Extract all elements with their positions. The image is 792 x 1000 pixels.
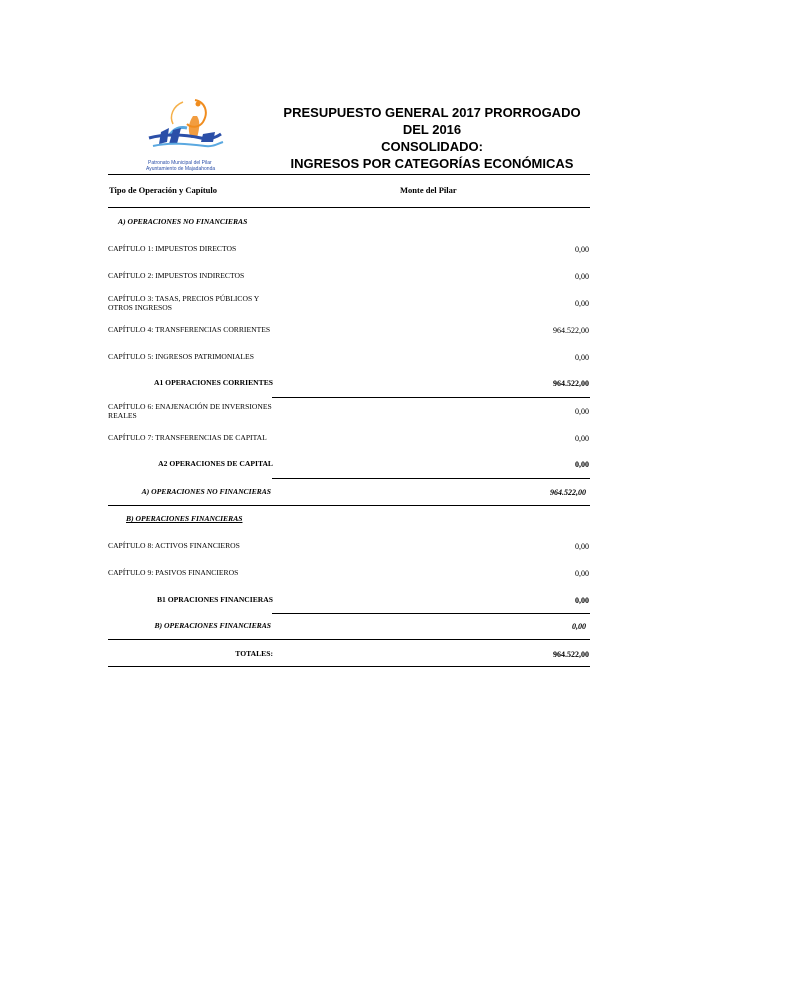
row-label: A) OPERACIONES NO FINANCIERAS	[141, 487, 271, 497]
row-label: CAPÍTULO 7: TRANSFERENCIAS DE CAPITAL	[108, 433, 267, 443]
row-value: 0,00	[575, 244, 589, 254]
group-total-rule	[108, 639, 590, 640]
row-label: B) OPERACIONES FINANCIERAS	[154, 621, 271, 631]
table-row	[108, 236, 590, 262]
row-label: TOTALES:	[235, 649, 273, 659]
title-line-2: DEL 2016	[402, 122, 462, 137]
logo-caption-line1: Patronato Municipal del Pilar	[148, 160, 212, 166]
header-top-rule	[108, 174, 590, 175]
subtotal-row	[108, 587, 590, 613]
table-row	[108, 425, 590, 451]
row-label: A2 OPERACIONES DE CAPITAL	[158, 459, 273, 469]
row-label: CAPÍTULO 9: PASIVOS FINANCIEROS	[108, 568, 239, 578]
group-total-row	[108, 479, 590, 505]
column-header-type: Tipo de Operación y Capítulo	[109, 185, 217, 195]
grand-total-row	[108, 641, 590, 667]
row-value: 964.522,00	[550, 487, 586, 497]
title-line-4: INGRESOS POR CATEGORÍAS ECONÓMICAS	[290, 156, 574, 171]
row-label: CAPÍTULO 8: ACTIVOS FINANCIEROS	[108, 541, 240, 551]
row-label: CAPÍTULO 1: IMPUESTOS DIRECTOS	[108, 244, 237, 254]
row-value: 0,00	[575, 433, 589, 443]
row-value: 0,00	[575, 271, 589, 281]
table-row	[108, 290, 590, 316]
table-row	[108, 533, 590, 559]
title-line-3: CONSOLIDADO:	[381, 139, 483, 154]
title-line-1: PRESUPUESTO GENERAL 2017 PRORROGADO	[283, 105, 581, 120]
table-row	[108, 398, 590, 424]
row-label: CAPÍTULO 2: IMPUESTOS INDIRECTOS	[108, 271, 245, 281]
subtotal-row	[108, 370, 590, 396]
row-value: 0,00	[575, 595, 589, 605]
header-bottom-rule	[108, 207, 590, 208]
row-label: B) OPERACIONES FINANCIERAS	[126, 514, 243, 524]
grand-total-rule	[108, 666, 590, 667]
patronato-logo	[143, 98, 235, 174]
table-row	[108, 506, 590, 532]
row-label: B1 OPRACIONES FINANCIERAS	[156, 595, 273, 605]
logo-caption-line2: Ayuntamiento de Majadahonda	[146, 166, 216, 172]
group-total-row	[108, 613, 590, 639]
row-label: CAPÍTULO 5: INGRESOS PATRIMONIALES	[108, 352, 254, 362]
row-label: CAPÍTULO 3: TASAS, PRECIOS PÚBLICOS Y OTROS INGRESOS	[108, 293, 260, 312]
row-value: 964.522,00	[553, 378, 589, 388]
row-value: 0,00	[575, 459, 589, 469]
row-value: 964.522,00	[553, 649, 589, 659]
table-row	[108, 263, 590, 289]
table-row	[108, 344, 590, 370]
row-value: 0,00	[575, 298, 589, 308]
row-value: 964.522,00	[553, 325, 589, 335]
row-label: CAPÍTULO 4: TRANSFERENCIAS CORRIENTES	[108, 325, 271, 335]
row-value: 0,00	[572, 621, 586, 631]
table-row	[108, 209, 590, 235]
table-row	[108, 317, 590, 343]
row-label: A1 OPERACIONES CORRIENTES	[154, 378, 273, 388]
table-row	[108, 560, 590, 586]
document-title	[282, 104, 582, 172]
row-label: A) OPERACIONES NO FINANCIERAS	[118, 217, 248, 227]
row-label: CAPÍTULO 6: ENAJENACIÓN DE INVERSIONES REALES	[108, 401, 272, 420]
row-value: 0,00	[575, 541, 589, 551]
column-header-value: Monte del Pilar	[400, 185, 457, 195]
row-value: 0,00	[575, 568, 589, 578]
row-value: 0,00	[575, 406, 589, 416]
row-value: 0,00	[575, 352, 589, 362]
subtotal-row	[108, 451, 590, 477]
logo-emblem-icon	[143, 98, 235, 160]
